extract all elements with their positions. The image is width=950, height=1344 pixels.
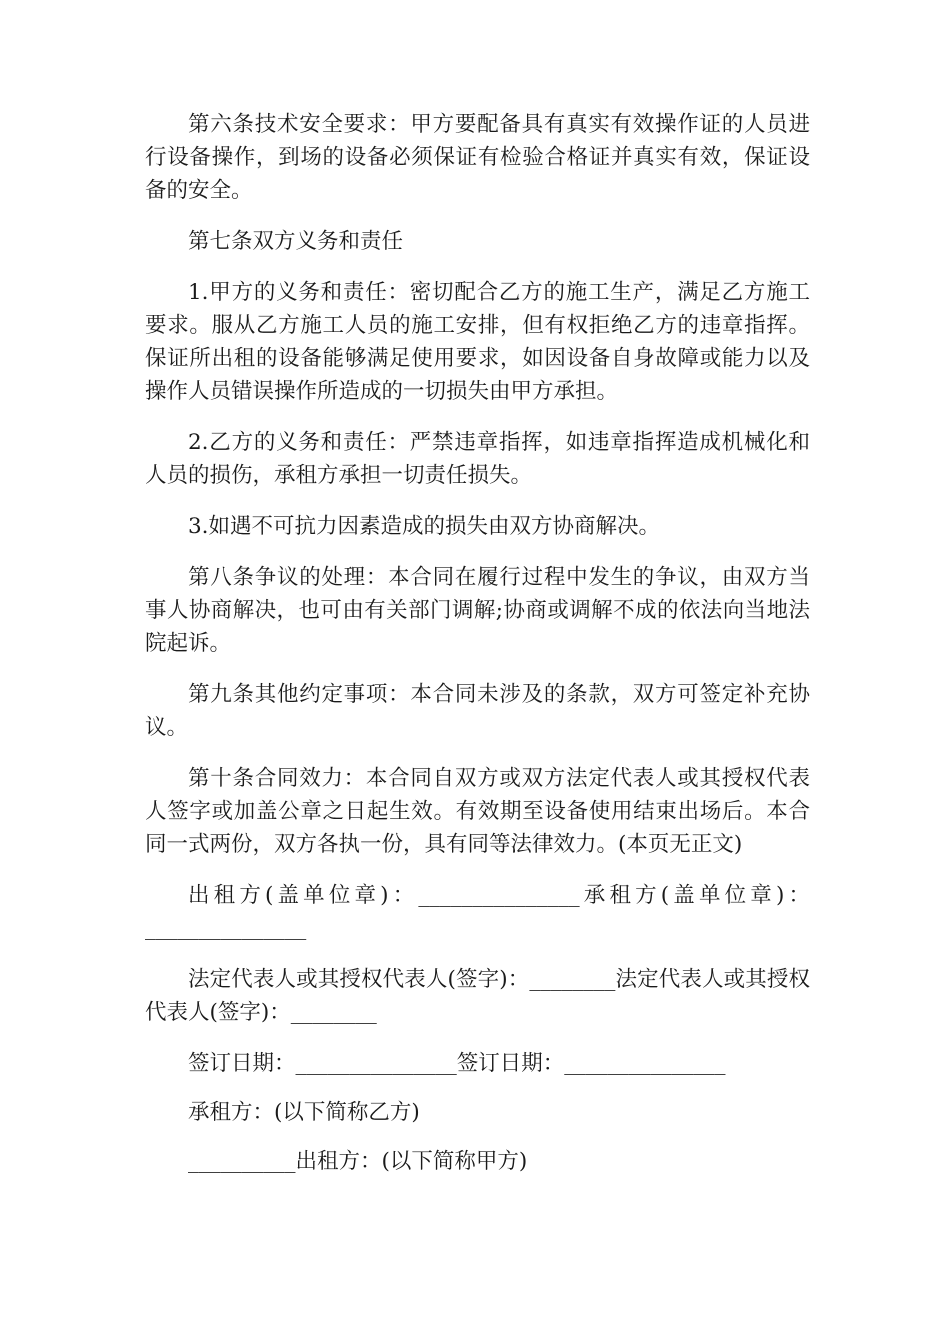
clause-7-heading: 第七条双方义务和责任 xyxy=(188,229,404,254)
clause-6-technical-safety: 第六条技术安全要求：甲方要配备具有真实有效操作证的人员进行设备操作，到场的设备必须保证有检验合格证并真实有效，保证设备的安全。 xyxy=(145,112,810,203)
clause-7-item-1: 1.甲方的义务和责任：密切配合乙方的施工生产，满足乙方施工要求。服从乙方施工人员的施工安排，但有权拒绝乙方的违章指挥。保证所出租的设备能够满足使用要求，如因设备自身故障或能力以及操作人员错误操作所造成的一切损失由甲方承担。 xyxy=(145,280,810,404)
signature-date-line: 签订日期：_______________签订日期：_______________ xyxy=(188,1051,726,1076)
lessor-line: __________出租方：(以下简称甲方) xyxy=(188,1149,528,1174)
clause-7-item-2: 2.乙方的义务和责任：严禁违章指挥，如违章指挥造成机械化和人员的损伤，承租方承担一切责任损失。 xyxy=(145,430,810,488)
clause-10-effectiveness: 第十条合同效力：本合同自双方或双方法定代表人或其授权代表人签字或加盖公章之日起生效。有效期至设备使用结束出场后。本合同一式两份，双方各执一份，具有同等法律效力。(本页无正文) xyxy=(145,766,810,857)
clause-9-other-matters: 第九条其他约定事项：本合同未涉及的条款，双方可签定补充协议。 xyxy=(145,682,810,740)
document-page xyxy=(145,108,810,1194)
signature-representative-line: 法定代表人或其授权代表人(签字)：________法定代表人或其授权代表人(签字)：________ xyxy=(145,967,810,1025)
clause-7-item-3: 3.如遇不可抗力因素造成的损失由双方协商解决。 xyxy=(188,514,661,539)
clause-8-dispute: 第八条争议的处理：本合同在履行过程中发生的争议，由双方当事人协商解决，也可由有关部门调解;协商或调解不成的依法向当地法院起诉。 xyxy=(145,565,810,656)
signature-seal-line: 出租方(盖单位章)：_______________承租方(盖单位章)：_______________ xyxy=(145,883,810,941)
lessee-line: 承租方：(以下简称乙方) xyxy=(188,1100,420,1125)
